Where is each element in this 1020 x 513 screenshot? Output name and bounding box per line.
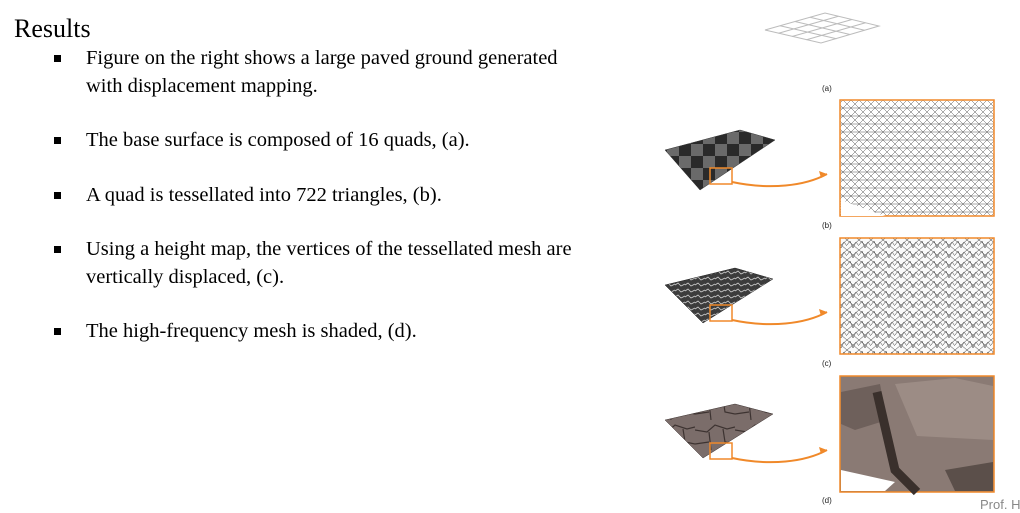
caption-d: (d) bbox=[822, 496, 832, 505]
displaced-mesh-zoom bbox=[840, 238, 994, 354]
bullet-text bbox=[86, 126, 632, 154]
tessellation-zoom bbox=[840, 100, 994, 216]
bullet-marker bbox=[54, 246, 61, 253]
slide-title: Results bbox=[14, 14, 91, 43]
caption-b: (b) bbox=[822, 221, 832, 230]
bullet-line: with displacement mapping. bbox=[86, 75, 318, 97]
figure-drawing bbox=[655, 0, 1016, 513]
bullet-marker bbox=[54, 192, 61, 199]
displaced-plane bbox=[665, 268, 827, 324]
bullet-text bbox=[86, 317, 632, 345]
shaded-mesh-zoom bbox=[840, 376, 994, 492]
caption-c: (c) bbox=[822, 359, 832, 368]
checkerboard-plane bbox=[665, 130, 827, 190]
bullet-marker bbox=[54, 55, 61, 62]
footer-author: Prof. H bbox=[980, 497, 1020, 512]
bullet-text bbox=[86, 235, 632, 291]
bullet-line: A quad is tessellated into 722 triangles, (b). bbox=[86, 184, 442, 206]
bullet-line: The base surface is composed of 16 quads, (a). bbox=[86, 129, 470, 151]
bullet-line: The high-frequency mesh is shaded, (d). bbox=[86, 320, 417, 342]
bullet-marker bbox=[54, 328, 61, 335]
bullet-text bbox=[86, 181, 632, 209]
bullet-text bbox=[86, 44, 632, 100]
bullet-line: Using a height map, the vertices of the tessellated mesh are bbox=[86, 238, 572, 260]
bullet-line: vertically displaced, (c). bbox=[86, 266, 285, 288]
caption-a: (a) bbox=[822, 84, 832, 93]
shaded-plane bbox=[665, 404, 827, 462]
bullet-line: Figure on the right shows a large paved ground generated bbox=[86, 47, 558, 69]
bullet-marker bbox=[54, 137, 61, 144]
displacement-figure bbox=[655, 0, 1016, 513]
base-grid-quads bbox=[765, 13, 879, 43]
